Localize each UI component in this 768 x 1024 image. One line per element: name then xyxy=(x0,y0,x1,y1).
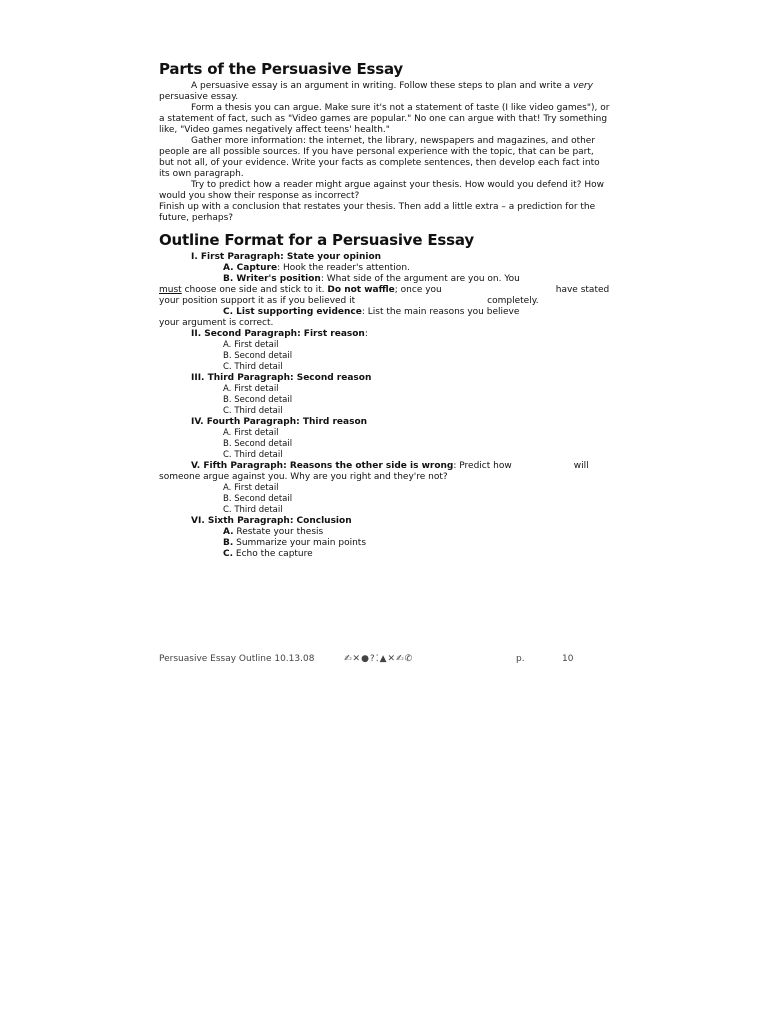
section-2-detail-b: B. Second detail xyxy=(223,351,293,361)
section-6-item-a xyxy=(159,527,611,538)
footer-document-name: Persuasive Essay Outline 10.13.08 xyxy=(159,654,315,664)
section-1-heading: I. First Paragraph: State your opinion xyxy=(191,252,382,262)
section-6-b-label: B. xyxy=(223,538,234,548)
item-b-waffle: Do not waffle xyxy=(327,285,395,295)
section-3-detail-c: C. Third detail xyxy=(223,406,283,416)
section-6-c-label: C. xyxy=(223,549,234,559)
item-b-label: B. Writer's position xyxy=(223,274,321,284)
section-5-detail-a: A. First detail xyxy=(223,483,279,493)
item-b-must: must xyxy=(159,285,182,295)
intro-paragraph-4: Try to predict how a reader might argue against your thesis. How would you defend it? How would you show their response as incorrect? xyxy=(159,180,604,201)
section-3-detail-b: B. Second detail xyxy=(223,395,293,405)
document-page xyxy=(159,60,611,560)
item-b-text: : What side of the argument are you on. You xyxy=(320,274,520,284)
section-6-heading: VI. Sixth Paragraph: Conclusion xyxy=(191,516,352,526)
section-5-text-2: will xyxy=(573,461,589,471)
section-1-item-b xyxy=(159,274,611,307)
outline-section-4 xyxy=(159,417,611,428)
section-5-detail-c: C. Third detail xyxy=(223,505,283,515)
section-2-detail-a: A. First detail xyxy=(223,340,279,350)
item-c-text-2: your argument is correct. xyxy=(159,318,274,328)
item-a-text: : Hook the reader's attention. xyxy=(277,263,410,273)
intro-paragraph-3: Gather more information: the internet, the library, newspapers and magazines, and other people are all possible sources. If you have personal experience with the topic, that can be part, but not all, of your evidence. Write your facts as complete sentences, then develop each fact into its own paragraph. xyxy=(159,136,600,179)
section-5-detail-b: B. Second detail xyxy=(223,494,293,504)
section-4-detail-a: A. First detail xyxy=(223,428,279,438)
section-2-heading: II. Second Paragraph: First reason xyxy=(191,329,365,339)
intro-p1-text: A persuasive essay is an argument in writing. Follow these steps to plan and write a xyxy=(191,81,574,91)
outline-title: Outline Format for a Persuasive Essay xyxy=(159,231,474,249)
item-b-text-5: your position support it as if you believed it xyxy=(159,296,356,306)
footer-symbol-glyphs: ✍✕●?⁚▲✕✍✆ xyxy=(344,654,414,664)
intro-p1-emphasis: very xyxy=(573,81,593,91)
section-6-a-text: Restate your thesis xyxy=(233,527,324,537)
section-1-item-c xyxy=(159,307,611,329)
section-6-item-b xyxy=(159,538,611,549)
section-2-colon: : xyxy=(364,329,368,339)
outline-section-3 xyxy=(159,373,611,384)
item-b-text-2: choose one side and stick to it. xyxy=(181,285,328,295)
section-2-detail-c: C. Third detail xyxy=(223,362,283,372)
intro-p1-end: persuasive essay. xyxy=(159,92,239,102)
section-4-detail-c: C. Third detail xyxy=(223,450,283,460)
outline-section-2 xyxy=(159,329,611,340)
item-c-text: : List the main reasons you believe xyxy=(361,307,520,317)
intro-paragraph-5: Finish up with a conclusion that restates your thesis. Then add a little extra – a prediction for the future, perhaps? xyxy=(159,202,596,223)
section-4-heading: IV. Fourth Paragraph: Third reason xyxy=(191,417,368,427)
section-1-item-a xyxy=(159,263,611,274)
page-title: Parts of the Persuasive Essay xyxy=(159,60,404,78)
section-6-a-label: A. xyxy=(223,527,234,537)
section-6-c-text: Echo the capture xyxy=(233,549,313,559)
item-c-label: C. List supporting evidence xyxy=(223,307,362,317)
section-6-b-text: Summarize your main points xyxy=(233,538,367,548)
intro-paragraph-2: Form a thesis you can argue. Make sure it's not a statement of taste (I like video games"), or a statement of fact, such as "Video games are popular." No one can argue with that! Try something like, "Video games negatively affect teens' health." xyxy=(159,103,610,135)
outline-section-5 xyxy=(159,461,611,483)
section-5-text: : Predict how xyxy=(453,461,512,471)
section-5-text-3: someone argue against you. Why are you right and they're not? xyxy=(159,472,448,482)
section-5-heading: V. Fifth Paragraph: Reasons the other side is wrong xyxy=(191,461,454,471)
item-b-text-4: have stated xyxy=(555,285,610,295)
item-b-text-3: ; once you xyxy=(394,285,442,295)
section-3-heading: III. Third Paragraph: Second reason xyxy=(191,373,372,383)
footer-page-label: p. xyxy=(516,654,525,664)
item-a-label: A. Capture xyxy=(223,263,278,273)
section-6-item-c xyxy=(159,549,611,560)
section-3-detail-a: A. First detail xyxy=(223,384,279,394)
item-b-text-6: completely. xyxy=(487,296,539,306)
outline-section-6 xyxy=(159,516,611,527)
outline-section-1 xyxy=(159,252,611,263)
footer-page-number: 10 xyxy=(562,654,574,664)
intro-paragraph-1 xyxy=(159,81,611,103)
section-4-detail-b: B. Second detail xyxy=(223,439,293,449)
